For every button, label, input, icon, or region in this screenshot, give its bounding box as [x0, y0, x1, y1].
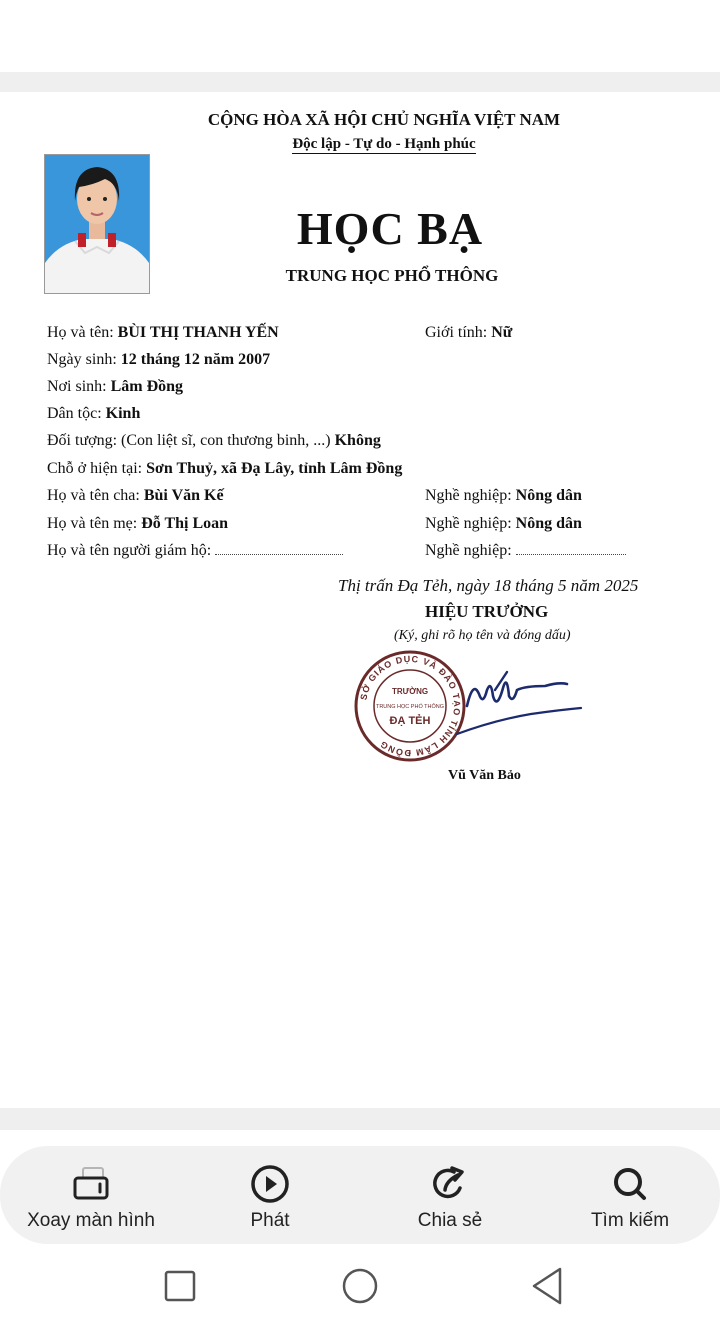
- ethnicity-row: Dân tộc: Kinh: [47, 405, 141, 422]
- recent-apps-icon[interactable]: [160, 1266, 200, 1306]
- status-area: [0, 0, 720, 72]
- play-label: Phát: [250, 1210, 290, 1231]
- back-icon[interactable]: [528, 1266, 568, 1306]
- principal-signature: [455, 660, 585, 740]
- share-icon: [430, 1164, 470, 1204]
- place-date: Thị trấn Đạ Tẻh, ngày 18 tháng 5 năm 2025: [338, 576, 639, 595]
- svg-text:ĐẠ TẺH: ĐẠ TẺH: [389, 715, 431, 727]
- principal-name: Vũ Văn Bảo: [448, 768, 521, 783]
- guardian-job-blank: [516, 553, 626, 555]
- share-button[interactable]: [394, 1146, 506, 1244]
- system-nav-bar: [0, 1250, 720, 1327]
- gender-row: Giới tính: Nữ: [425, 324, 513, 341]
- play-button[interactable]: [214, 1146, 326, 1244]
- viewer-top-band: [0, 72, 720, 92]
- residence-row: Chỗ ở hiện tại: Sơn Thuỷ, xã Đạ Lây, tỉnh Lâm Đồng: [47, 460, 403, 477]
- guardian-job-row: Nghề nghiệp:: [425, 542, 626, 560]
- document-page[interactable]: [0, 92, 720, 1108]
- rotate-screen-icon: [71, 1164, 111, 1204]
- document-title: HỌC BẠ: [296, 203, 484, 254]
- viewer-bottom-band: [0, 1108, 720, 1130]
- document-subtitle: TRUNG HỌC PHỔ THÔNG: [285, 266, 499, 285]
- search-label: Tìm kiếm: [590, 1210, 670, 1231]
- share-label: Chia sẻ: [417, 1210, 483, 1231]
- guardian-blank: [215, 553, 343, 555]
- mother-job-row: Nghề nghiệp: Nông dân: [425, 515, 582, 532]
- school-seal: [350, 646, 470, 766]
- search-button[interactable]: [566, 1146, 694, 1244]
- svg-text:TRUNG HỌC PHỔ THÔNG: TRUNG HỌC PHỔ THÔNG: [375, 704, 445, 710]
- principal-title: HIỆU TRƯỞNG: [425, 602, 549, 621]
- rotate-screen-label: Xoay màn hình: [27, 1210, 155, 1231]
- dob-row: Ngày sinh: 12 tháng 12 năm 2007: [47, 351, 271, 368]
- name-row: Họ và tên: BÙI THỊ THANH YẾN: [47, 324, 279, 341]
- father-row: Họ và tên cha: Bùi Văn Kế: [47, 487, 224, 504]
- nation-heading: CỘNG HÒA XÃ HỘI CHỦ NGHĨA VIỆT NAM: [207, 110, 561, 129]
- svg-text:SỞ GIÁO DỤC VÀ ĐÀO TẠO TỈNH LÂ: SỞ GIÁO DỤC VÀ ĐÀO TẠO TỈNH LÂM ĐỒNG: [358, 653, 463, 759]
- motto: Độc lập - Tự do - Hạnh phúc: [292, 136, 476, 152]
- sign-note: (Ký, ghi rõ họ tên và đóng dấu): [394, 628, 571, 643]
- search-icon: [610, 1164, 650, 1204]
- home-icon[interactable]: [340, 1266, 380, 1306]
- mother-row: Họ và tên mẹ: Đỗ Thị Loan: [47, 515, 229, 532]
- svg-text:TRƯỜNG: TRƯỜNG: [391, 687, 429, 696]
- play-icon: [250, 1164, 290, 1204]
- birthplace-row: Nơi sinh: Lâm Đồng: [47, 378, 184, 395]
- policy-row: Đối tượng: (Con liệt sĩ, con thương binh, ...) Không: [47, 432, 381, 449]
- rotate-screen-button[interactable]: [18, 1146, 164, 1244]
- guardian-row: Họ và tên người giám hộ:: [47, 542, 343, 560]
- father-job-row: Nghề nghiệp: Nông dân: [425, 487, 582, 504]
- bottom-toolbar: [0, 1146, 720, 1244]
